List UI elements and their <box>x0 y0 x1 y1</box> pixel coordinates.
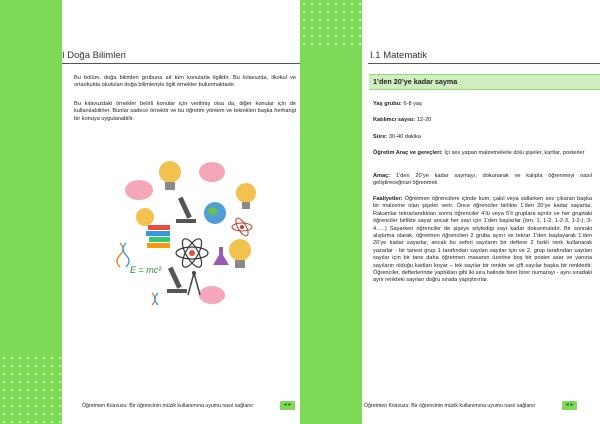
activities-field <box>373 196 592 285</box>
goal-field <box>373 173 592 188</box>
left-page-nav-icon[interactable]: ◂ ▸ <box>280 401 295 410</box>
participants-field <box>373 117 592 124</box>
tools-field <box>373 150 592 157</box>
left-footer-text: Öğretmen Kılavuzu: Bir öğrencinin müzik kullanımına uyumu nasıl sağlanır <box>82 403 254 409</box>
goal-value: 1’den 20’ye kadar saymayı, dokunarak ve kalıpla öğrenmeyi nasıl geliştireceğinizi öğrenmek <box>373 173 593 187</box>
globe-icon <box>204 202 226 224</box>
lightbulb-icon <box>159 161 181 190</box>
compass-icon <box>188 271 200 295</box>
tools-label: Öğretim Araç ve gereçleri: <box>373 150 443 156</box>
participants-label: Katılımcı sayısı: <box>373 117 416 123</box>
atom-icon <box>232 216 252 237</box>
microscope-icon <box>167 267 187 293</box>
usage-paragraph: Bu kılavuzdaki örnekler belirli konular için verilmiş olsa da, diğer konular için de kullanılabilirler. Bunlar sadece örnektir ve bu öğretim yöntem ve teknikleri başka herhangi bir konuya uygulanabilir. <box>74 101 296 122</box>
science-illustration <box>112 155 272 315</box>
goal-label: Amaç: <box>373 173 391 179</box>
duration-label: Süre: <box>373 134 388 140</box>
age-value: 6-8 yaş <box>403 101 422 107</box>
age-label: Yaş grubu: <box>373 101 402 107</box>
right-page-nav-icon[interactable]: ◂ ▸ <box>562 401 577 410</box>
flask-icon <box>213 247 229 265</box>
page-title: I.1 Matematik <box>370 50 428 61</box>
age-group-field <box>373 101 592 108</box>
atom-icon <box>176 236 208 270</box>
intro-paragraph: Bu bölüm, doğa bilimleri grubuna ait tüm konularla ilgilidir. Bu kılavuzda, ilkokul ve ortaokulda okutulan doğa bilimleriyle ilgili örnekler bulunmaktadır. <box>74 75 296 89</box>
activities-value: Öğretmen öğrencilere içinde kum, çakıl veya sallarken ses çıkaran başka bir malzeme olan şişeler verir. Önce öğrenciler birlikte 1’den 20’ye kadar sayarlar. Rakamlar tekrarlandıktan sonra öğrenciler 4’lü veya 5’li gruplara ayrılır ve her gruptaki öğrenciler birlikte sayar ancak her sayı için 1’den başlarlar (örn. 1, 1-2, 1-2-3, 1-2-), 3-4…..) Sayarken öğrenciler de şişeye söyledigi sayı kadar dokunmalıdır. Bir sonraki alıştırma olarak, öğretmen öğrencileri 2 gruba ayırır ve tekrar 1’den başlayarak 1’den 20’ye kadar sayarlar, ancak bu seferi sayıların bir defterе 2 farklı renk kullanarak yazarlar - bir tanesi grup 1 tarafından sayılan sayılar için ve 2. grup tarafından sayılan sayılar için bir tane daha öğretmen masanın üzerine boş bir poster asar ve yanına sayıların olduğu kartları koyar – tek sayılar bir renkte ve çift sayılar başka bir renktedir. Öğrenciler, defterlerinde yaptıkları gibi iki sıra halinde birer birer numarayı - aynı sıradaki aynı renkteki sayıları doğru sırada yapıştırırlar. <box>373 196 592 284</box>
formula-text: E = mc² <box>130 265 162 275</box>
page-title: I Doğa Bilimleri <box>62 50 126 61</box>
participants-value: 12-20 <box>416 117 432 123</box>
duration-field <box>373 134 592 141</box>
decorative-dots-mid <box>300 0 362 50</box>
books-icon <box>146 225 170 248</box>
microscope-icon <box>176 197 196 223</box>
title-divider <box>368 63 600 64</box>
duration-value: 30-40 dakika <box>388 134 421 140</box>
tools-value: İçi ses yapan malzemelerle dolu şişeler, kartlar, posterler <box>444 150 585 156</box>
lesson-title-bar <box>369 74 600 90</box>
activities-label: Faaliyetler: <box>373 196 403 202</box>
brain-icon <box>199 286 225 304</box>
decorative-dots-left <box>0 354 62 424</box>
title-divider <box>62 63 300 64</box>
lightbulb-icon <box>236 183 256 209</box>
lightbulb-icon <box>136 208 154 226</box>
right-footer-text: Öğretmen Kılavuzu: Bir öğrencinin müzik kullanımına uyumu nasıl sağlanır <box>364 403 536 409</box>
middle-margin-band <box>300 0 362 424</box>
lightbulb-icon <box>229 239 251 268</box>
lesson-title: 1’den 20’ye kadar sayma <box>373 77 458 86</box>
